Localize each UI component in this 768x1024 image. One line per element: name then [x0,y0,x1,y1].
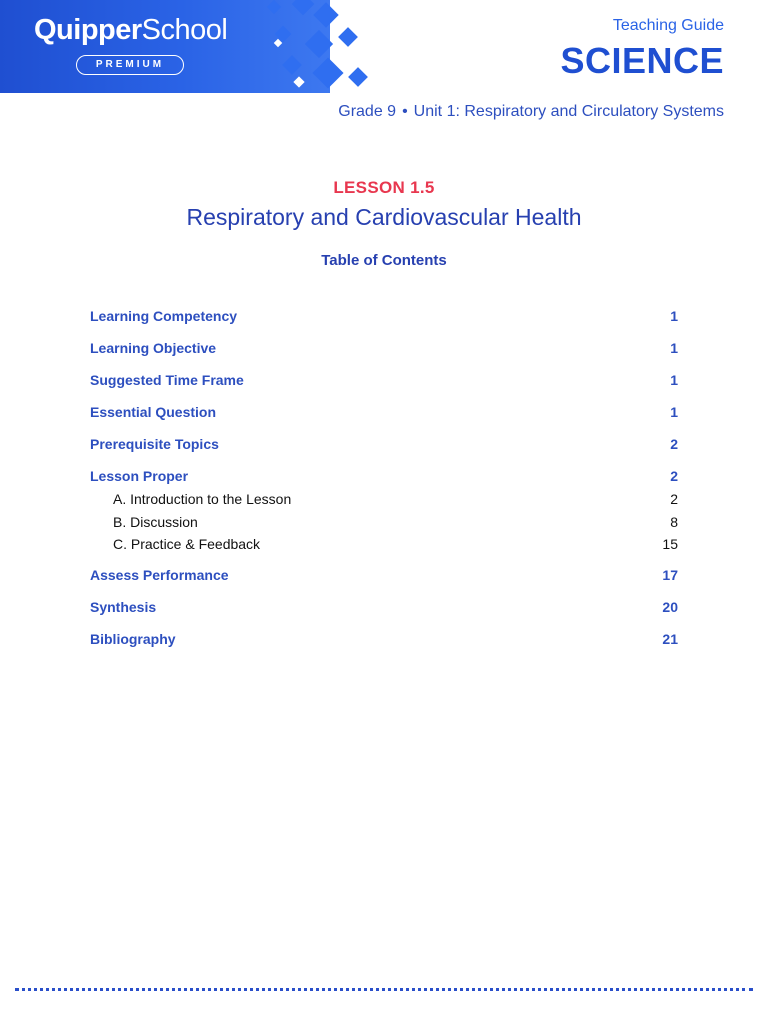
toc-entry-page: 1 [670,404,678,420]
toc-entry-label: Learning Competency [90,308,238,324]
toc-entry-bibliography[interactable] [90,629,678,649]
toc-entry-page: 1 [670,340,678,356]
toc-entry-learning-objective[interactable] [90,338,678,358]
toc-entry-label: Suggested Time Frame [90,372,244,388]
grade-unit-line [338,103,724,121]
unit-label: Unit 1: Respiratory and Circulatory Systems [413,103,724,120]
toc-subentry-discussion[interactable] [90,512,678,532]
toc-entry-synthesis[interactable] [90,597,678,617]
quipper-school-logo [34,14,227,47]
toc-entry-label: B. Discussion [113,513,198,530]
toc-entry-label: Learning Objective [90,340,217,356]
toc-entry-assess-performance[interactable] [90,565,678,585]
toc-entry-label: Assess Performance [90,567,229,583]
toc-entry-page: 2 [670,491,678,507]
logo-wordmark-bold: Quipper [34,14,142,46]
teaching-guide-label: Teaching Guide [612,17,724,34]
toc-entry-page: 21 [662,631,678,647]
toc-entry-label: Essential Question [90,404,217,420]
grade-label: Grade 9 [338,103,397,120]
toc-entry-learning-competency[interactable] [90,306,678,326]
subject-title: SCIENCE [560,40,724,81]
toc-entry-prerequisite-topics[interactable] [90,434,678,454]
footer-dotted-divider [15,988,753,991]
toc-entry-label: C. Practice & Feedback [113,536,261,552]
toc-entry-label: A. Introduction to the Lesson [113,491,292,507]
lesson-title: Respiratory and Cardiovascular Health [186,204,582,230]
diamond-pattern-decoration [255,0,425,93]
toc-heading: Table of Contents [321,252,447,269]
toc-subentry-practice-feedback[interactable] [90,534,678,554]
toc-entry-page: 17 [662,567,678,583]
toc-entry-label: Prerequisite Topics [90,436,219,452]
separator-bullet: • [402,103,408,120]
toc-entry-page: 8 [670,513,678,530]
toc-entry-lesson-proper[interactable] [90,466,678,486]
premium-badge: PREMIUM [76,55,184,75]
toc-entry-label: Lesson Proper [90,468,189,484]
toc-entry-suggested-time-frame[interactable] [90,370,678,390]
toc-entry-page: 2 [670,468,678,484]
toc-entry-page: 1 [670,308,678,324]
toc-entry-label: Synthesis [90,599,157,615]
toc-entry-essential-question[interactable] [90,402,678,422]
lesson-number: LESSON 1.5 [333,178,435,197]
logo-wordmark-light: School [141,14,228,46]
toc-entry-page: 1 [670,372,678,388]
toc-subentry-introduction[interactable] [90,489,678,509]
toc-entry-page: 2 [670,436,678,452]
toc-entry-label: Bibliography [90,631,176,647]
table-of-contents [90,306,678,661]
toc-entry-page: 20 [662,599,678,615]
page-header [0,0,768,93]
toc-entry-page: 15 [662,536,678,552]
